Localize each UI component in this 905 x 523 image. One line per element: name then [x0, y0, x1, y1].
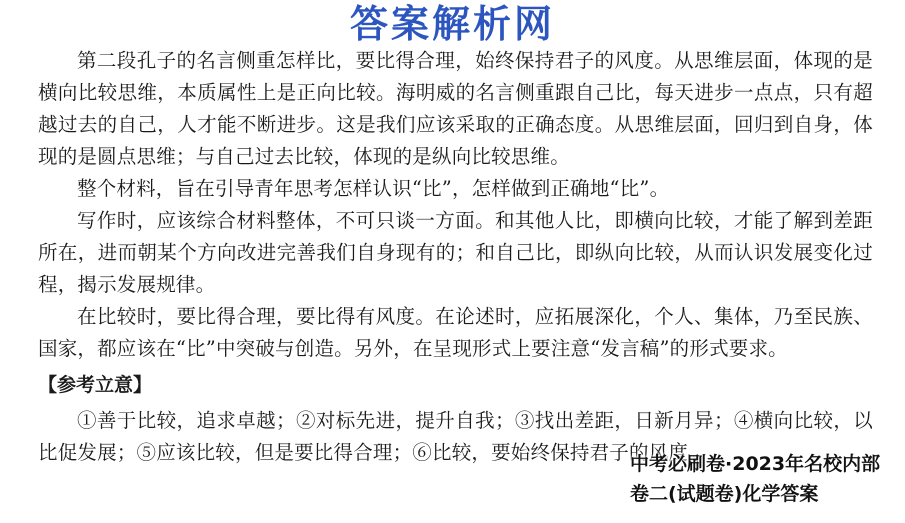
paragraph-reference-themes: ①善于比较，追求卓越；②对标先进，提升自我；③找出差距，日新月异；④横向比较，以比促发展；⑤应该比较，但是要比得合理；⑥比较，要始终保持君子的风度。 [38, 409, 873, 464]
paragraph-material-purpose: 整个材料，旨在引导青年思考怎样认识“比”，怎样做到正确地“比”。 [77, 177, 670, 200]
reference-theme-heading: 【参考立意】 [38, 374, 153, 396]
document-body [38, 45, 873, 469]
overlay-caption-line1: 中考必刷卷·2023年名校内部 [630, 453, 881, 475]
watermark-title: 答案解析网 [349, 2, 555, 46]
overlay-caption-line2: 卷二(试题卷)化学答案 [630, 483, 819, 505]
paragraph-analysis: 第二段孔子的名言侧重怎样比，要比得合理，始终保持君子的风度。从思维层面，体现的是横向比较思维，本质属性上是正向比较。海明威的名言侧重跟自己比，每天进步一点点，只有超越过去的自己，人才能不断进步。这是我们应该采取的正确态度。从思维层面，回归到自身，体现的是圆点思维；与自己过去比较，体现的是纵向比较思维。 [38, 49, 873, 168]
paragraph-writing-guidance: 写作时，应该综合材料整体，不可只谈一方面。和其他人比，即横向比较，才能了解到差距所在，进而朝某个方向改进完善我们自身现有的；和自己比，即纵向比较，从而认识发展变化过程，揭示发展规律。 [38, 209, 873, 296]
overlay-caption [630, 449, 905, 509]
paragraph-comparison-requirements: 在比较时，要比得合理，要比得有风度。在论述时，应拓展深化，个人、集体，乃至民族、国家，都应该在“比”中突破与创造。另外，在呈现形式上要注意“发言稿”的形式要求。 [38, 305, 873, 360]
